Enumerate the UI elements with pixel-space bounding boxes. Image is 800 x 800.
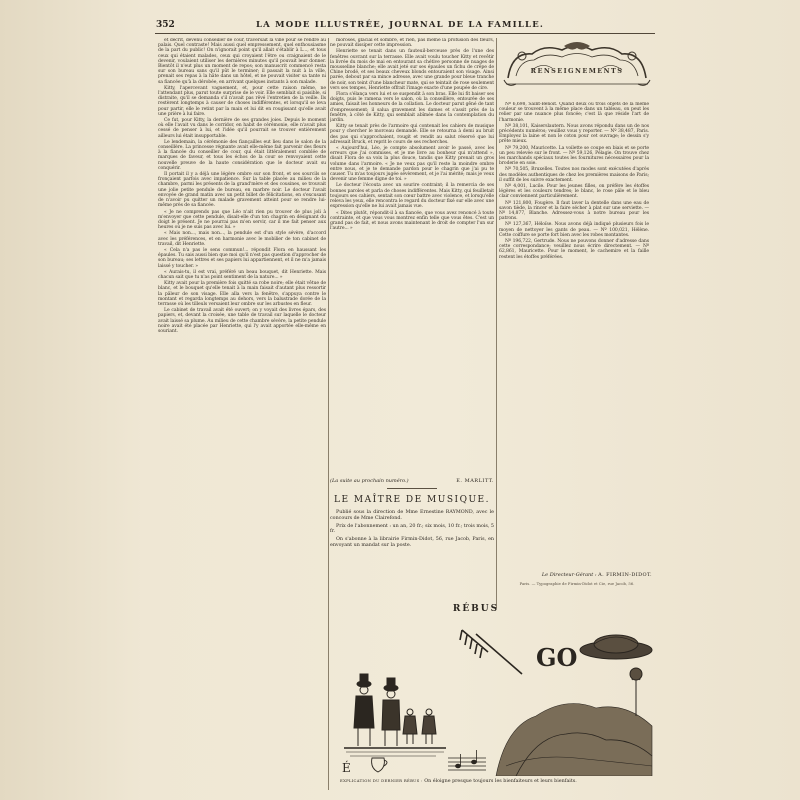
paragraph: Publié sous la direction de Mme Ernestine RAYMOND, avec le concours de Mme Clairefond. (330, 510, 494, 521)
left-column (158, 38, 326, 790)
rebus-explanation (340, 778, 656, 784)
paragraph: « Mais non..., mais non..., la pendule est d'un style sévère, d'accord avec les préférences, et en harmonie avec le mobilier de ton cabinet de travail, dit Henriette. (158, 231, 326, 247)
renseignements-title: RENSEIGNEMENTS (530, 67, 624, 75)
signoff-label: Le Directeur-Gérant : (541, 572, 597, 578)
figures-icon (344, 674, 446, 756)
author-signature: E. MARLITT. (456, 478, 494, 484)
paragraph: Ce fut, pour Kitty, la dernière de ses grandes joies. Depuis le moment où elle l'avait vu dans le corridor, en habit de cérémonie, elle n'avait plus cessé de penser à lui, et l'idée qu'il pourrait se trouver entièrement ailleurs lui était insupportable. (158, 118, 326, 139)
music-notes-icon (448, 750, 486, 770)
paragraph: moroses, glacial et sombre, et rien, pas même la profusion des fleurs, ne pouvait dissiper cette impression. (330, 38, 494, 49)
journal-title: LA MODE ILLUSTRÉE, JOURNAL DE LA FAMILLE. (255, 20, 545, 30)
rake-icon (460, 630, 522, 674)
printer-line: Paris. — Typographie de Firmin-Didot et Cie, rue Jacob, 56. (519, 581, 635, 586)
rebus-section (336, 604, 656, 794)
paragraph: Nº 121,800, Fougère. Il faut laver la dentelle dans une eau de savon tiède, la rincer et la faire sécher à plat sur une serviette. — Nº 14,877, Blanche. Adressez-vous à notre bureau pour les patrons. (499, 200, 649, 222)
page-number: 352 (156, 20, 175, 30)
middle-column (330, 38, 494, 478)
paragraph: Prix de l'abonnement : un an, 20 fr.; six mois, 10 fr.; trois mois, 5 fr. (330, 523, 494, 535)
paragraph: Il portait il y a déjà une légère ombre sur son front, et ses sourcils se fronçaient parfois avec impatience. Sur la table placée au milieu de la chambre, parmi les présents de la grand'mère et des cousines, se trouvait une jolie petite pendule de bureau, en marbre noir. Le docteur l'avait envoyée de grand matin avec un petit billet de félicitations, en s'excusant de n'avoir pu quitter un malade gravement atteint pour se rendre lui-même près de sa fiancée. (158, 172, 326, 209)
signoff-name: A. FIRMIN-DIDOT. (598, 572, 652, 578)
paragraph: Nº 127,367, Héloïse. Nous avons déjà indiqué plusieurs fois le moyen de nettoyer les gants de peau. — Nº 100,021, Hélène. Cette coiffure se porte fort bien avec les robes montantes. (499, 222, 649, 238)
to-be-continued: (La suite au prochain numéro.) (330, 478, 409, 484)
rebus-title: RÉBUS (452, 604, 500, 614)
paragraph: Nº 4,001, Lucile. Pour les jeunes filles, on préfère les étoffes légères et les couleurs tendres; le blanc, le rose pâle et le bleu clair conviennent particulièrement. (499, 184, 649, 200)
header-rule (155, 33, 655, 34)
renseignements-banner (502, 40, 652, 96)
continuation-line (330, 478, 494, 484)
paragraph: Nº 38,101, Kaiserslautern. Nous avons répondu dans un de nos précédents numéros; veuillez vous y reporter. — Nº 38,487, Paris. Employez la laine et non le coton pour cet ouvrage; le dessin s'y prête mieux. (499, 123, 649, 145)
paragraph: Nº 196,722, Gertrude. Nous ne pouvons donner d'adresse dans cette correspondance; veuillez nous écrire directement. — Nº 62,861, Mauricette. Pour le moment, le cachemire et la faille restent les étoffes préférées. (499, 239, 649, 260)
middle-column-footer (330, 478, 494, 551)
rebus-explanation-text: On éloigne presque toujours les bienfaiteurs et leurs bienfaits. (424, 779, 577, 784)
paragraph: Nº 70,505, Bruxelles. Toutes nos modes sont exécutées d'après des modèles authentiques de chez les premières maisons de Paris; il suffit de les suivre exactement. (499, 167, 649, 183)
paragraph: Kitty se tenait près de l'armoire qui contenait les cahiers de musique pour y chercher le morceau demandé. Elle se retourna à demi au bruit des pas qui s'approchaient, rougit et rendit au salut réservé que lui adressait Bruck, et reprit le cours de ses recherches. (330, 124, 494, 145)
music-notice-body (330, 510, 494, 549)
paragraph: On s'abonne à la librairie Firmin-Didot, 56, rue Jacob, Paris, en envoyant un mandat sur la poste. (330, 537, 494, 548)
paragraph: Kitty avait pour la première fois quitté sa robe noire; elle était vêtue de blanc, et le bouquet qu'elle tenait à la main faisait d'autant plus ressortir la pâleur de son visage. Elle alla vers la fenêtre, s'appuya contre le montant et regarda longtemps au dehors, vers la balustrade dorée de la terrasse où les tilleuls versaient leur ombre sur les arbustes en fleur. (158, 281, 326, 307)
paragraph: « Aujourd'hui, Léo, je compte absolument avoir le passé, avec les erreurs que j'ai commises, et je me livre au bonheur qui m'attend », disait Flora de sa voix la plus douce, tandis que Kitty prenait un gros volume dans l'armoire. « Je ne veux pas qu'il reste la moindre ombre entre nous, et je te demande pardon pour le chagrin que j'ai pu te causer. Tu m'as toujours jugée sévèrement, et je l'ai mérité; mais je veux devenir une femme digne de toi. » (330, 146, 494, 183)
paragraph: « Aurais-tu, il est vrai, préféré un beau bouquet, dit Henriette. Mais chacun sait que tu n'as point sentiment de la nature... » (158, 269, 326, 280)
paragraph: « Je ne comprends pas que Léo n'ait rien pu trouver de plus joli à m'envoyer que cette pendule, disait-elle d'un ton chagrin en désignant du doigt le présent. Je ne pourrai pas m'en servir, car il me fait penser aux heures où je ne suis pas avec lui. » (158, 209, 326, 231)
jug-icon (372, 758, 387, 772)
paragraph: Henriette se tenait dans un fauteuil-berceuse près de l'une des fenêtres ouvrant sur la terrasse. Elle avait voulu toucher Kitty et revêtir la livrée du mois de mai en entourant sa chétive personne de nuages de mousseline blanche; elle avait jeté sur ses épaules un fichu de crêpe de Chine brodé, et ses beaux cheveux blonds entouraient son visage. Ainsi parée, debout par sa mince adresse, avec une grande pour bleue tranche de noir, son teint d'une blancheur mate, qui se teintait de rose seulement vers ses tempes, Henriette offrait l'image exacte d'une poupée de cire. (330, 49, 494, 91)
column-divider (496, 38, 497, 608)
section-rule (387, 488, 437, 489)
music-notice-title: LE MAÎTRE DE MUSIQUE. (334, 495, 490, 505)
hat-icon (580, 635, 652, 659)
paragraph: « Cela n'a pas le sens commun!... répondit Flora en haussant les épaules. Tu sais aussi bien que moi qu'il n'est pas question d'approcher de son bureau; ses lettres et ses papiers lui appartiennent, et il ne m'a jamais laissé y toucher. » (158, 247, 326, 269)
paragraph: et décrit, devenu conseiller de cour, traversait la ville pour se rendre au palais. Quel contraste! Mais aussi quel empressement, quel enthousiasme de la part du public! On n'ignorait point qu'il allait s'établir à L..., et tous ceux qui étaient malades, ceux qui croyaient l'être ou craignaient de le devenir, voulaient utiliser les dernières minutes qu'il pouvait leur donner. Bientôt il n'eut plus un moment de repos; son manuscrit commencé resta sur son bureau sans qu'il pût le terminer; il passait la nuit à la ville, prenait ses repas à la hâte dans un hôtel, et ne pouvait visiter sa tante ni sa fiancée qu'à la dérobée, en arrivant quelques instants à son malade. (158, 38, 326, 85)
renseignements-footer (502, 572, 652, 586)
rebus-word: GO (536, 643, 578, 672)
paragraph: Flora s'élança vers lui et se suspendit à son bras. Elle lui fit baiser ses doigts, puis le ramena vers le salon, où la conseillère, entourée de ses amies, faisait les honneurs de la collation. Le docteur parut gêné de tant d'empressement; il salua gravement les dames et s'assit près de la fenêtre, à côté de Kitty, qui semblait abîmée dans la contemplation du jardin. (330, 92, 494, 124)
paragraph: Nº 79,200, Mauricette. La voilette se coupe en biais et se porte un peu relevée sur le front. — Nº 59,126, Pélagie. On trouve chez les marchands spéciaux toutes les fournitures nécessaires pour la broderie en soie. (499, 145, 649, 167)
rebus-illustration (336, 616, 656, 776)
column-divider (328, 38, 329, 790)
paragraph: Le cabinet de travail avait été ouvert; on y voyait des livres épars, des papiers, et, devant la croisée, une table de travail sur laquelle le docteur avait laissé sa plume. Au milieu de cette chambre sévère, la petite pendule noire avait été placée par Henriette, qui l'y avait apportée elle-même en souriant. (158, 308, 326, 334)
paragraph: Nº 6,698, Saint-Benoît. Quand deux ou trois objets de la même couleur se trouvent à la même place dans un tableau, on peut les relier par une nuance plus foncée; c'est là que réside l'art de l'harmonie. (499, 102, 649, 123)
paragraph: Le docteur l'écouta avec un sourire contraint; il la remercia de ses bonnes paroles et parla de choses indifférentes. Mais Kitty, qui feuilletait toujours ses cahiers, sentait son cœur battre avec violence, et lorsqu'elle releva les yeux, elle rencontra le regard du docteur fixé sur elle avec une expression qu'elle ne lui avait jamais vue. (330, 183, 494, 210)
paragraph: Le lendemain, la cérémonie des fiançailles eut lieu dans le salon de la conseillère. La princesse régnante avait elle-même fait parvenir des fleurs à la fiancée du conseiller de cour, qui était littéralement comblée de marques de faveur, et tous les échos de la cour se renvoyaient cette nouvelle preuve de la haute considération que le docteur avait su conquérir. (158, 139, 326, 171)
landscape-icon (496, 668, 652, 776)
director-signoff (502, 572, 652, 578)
paragraph: « Dites plutôt, répondit-il à sa fiancée, que vous avez renoncé à toute contrainte, et que vous vous montrez enfin telle que vous êtes. C'est un grand pas de fait, et nous avons maintenant le droit de compter l'un sur l'autre... » (330, 210, 494, 232)
paragraph: Kitty, l'apercevant vaguement, et, pour cette raison même, ne l'attendant plus, parut toute surprise de le voir. Elle semblait si paisible, si distraite, qu'il se demanda s'il n'avait pas rêvé l'entretien de la veille. Ils restèrent longtemps à causer de choses indifférentes, et lorsqu'il se leva pour partir, elle le retint par la main et lui dit en rougissant qu'elle avait une prière à lui faire. (158, 85, 326, 117)
renseignements-column (499, 102, 649, 572)
rebus-letter: É (342, 761, 351, 775)
rebus-explanation-label: EXPLICATION DU DERNIER RÉBUS : (340, 778, 423, 783)
